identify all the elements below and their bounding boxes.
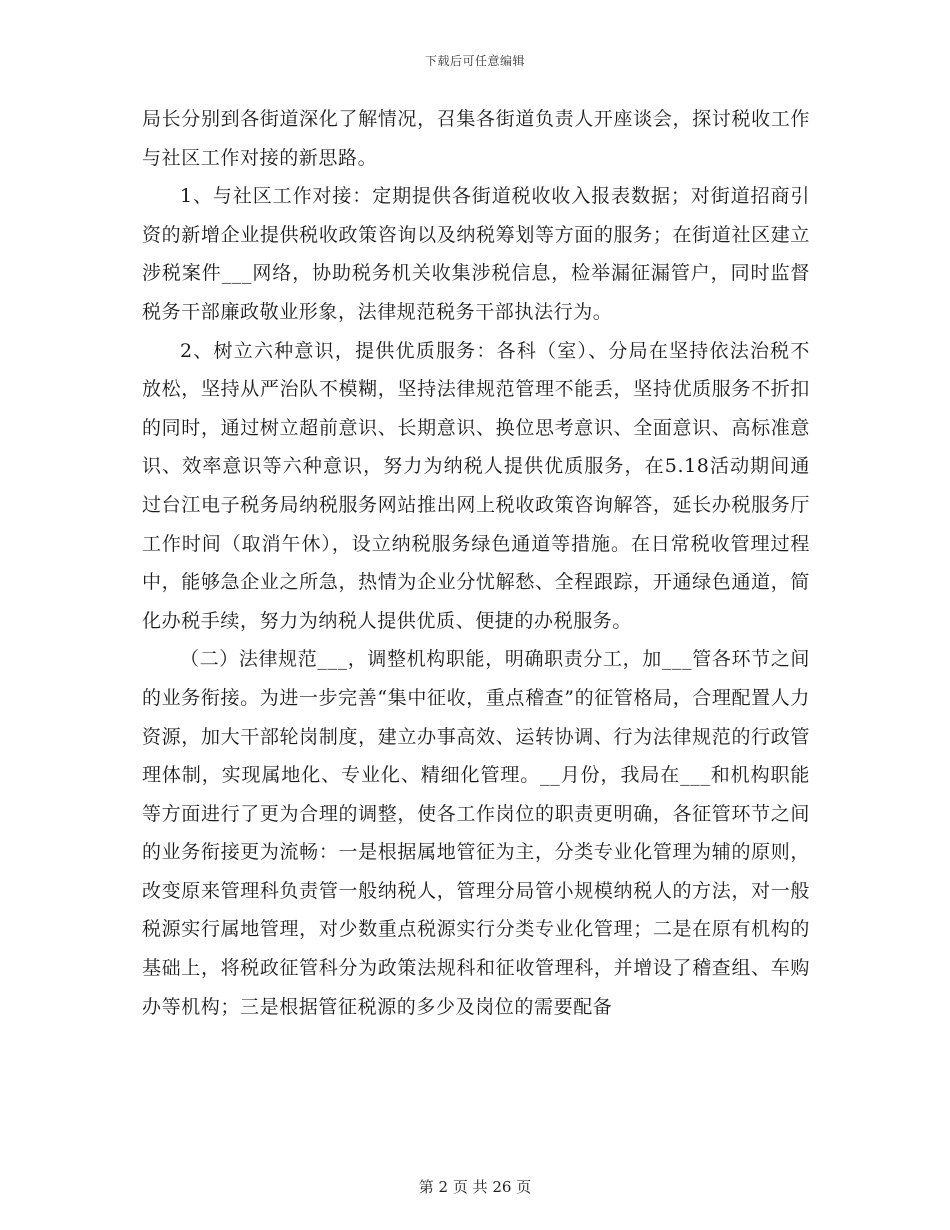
page-footer: 第 2 页 共 26 页 [418, 1178, 532, 1196]
page-header: 下载后可任意编辑 [424, 54, 525, 68]
paragraph-six-awareness: 2、树立六种意识，提供优质服务：各科（室）、分局在坚持依法治税不放松，坚持从严治队不模糊，坚持法律规范管理不能丢，坚持优质服务不折扣的同时，通过树立超前意识、长期意识、换位思考意识、全面意识、高标准意识、效率意识等六种意识，努力为纳税人提供优质服务，在5.18活动期间通过台江电子税务局纳税服务网站推出网上税收政策咨询解答，延长办税服务厅工作时间（取消午休），设立纳税服务绿色通道等措施。在日常税收管理过程中，能够急企业之所急，热情为企业分忧解愁、全程跟踪，开通绿色通道，简化办税手续，努力为纳税人提供优质、便捷的办税服务。 [142, 339, 810, 632]
paragraph-section-two: （二）法律规范___，调整机构职能，明确职责分工，加___管各环节之间的业务衔接。为进一步完善“集中征收，重点稽查”的征管格局，合理配置人力资源，加大干部轮岗制度，建立办事高效、运转协调、行为法律规范的行政管理体制，实现属地化、专业化、精细化管理。__月份，我局在___和机构职能等方面进行了更为合理的调整，使各工作岗位的职责更明确，各征管环节之间的业务衔接更为流畅：一是根据属地管征为主，分类专业化管理为辅的原则，改变原来管理科负责管一般纳税人，管理分局管小规模纳税人的方法，对一般税源实行属地管理，对少数重点税源实行分类专业化管理；二是在原有机构的基础上，将税政征管科分为政策法规科和征收管理科，并增设了稽查组、车购办等机构；三是根据管征税源的多少及岗位的需要配备 [142, 648, 810, 1018]
document-body [142, 100, 810, 1026]
paragraph-continuation: 局长分别到各街道深化了解情况，召集各街道负责人开座谈会，探讨税收工作与社区工作对接的新思路。 [142, 108, 810, 169]
paragraph-community-docking: 1、与社区工作对接：定期提供各街道税收收入报表数据；对街道招商引资的新增企业提供税收政策咨询以及纳税筹划等方面的服务；在街道社区建立涉税案件___网络，协助税务机关收集涉税信息，检举漏征漏管户，同时监督税务干部廉政敬业形象，法律规范税务干部执法行为。 [142, 185, 810, 323]
